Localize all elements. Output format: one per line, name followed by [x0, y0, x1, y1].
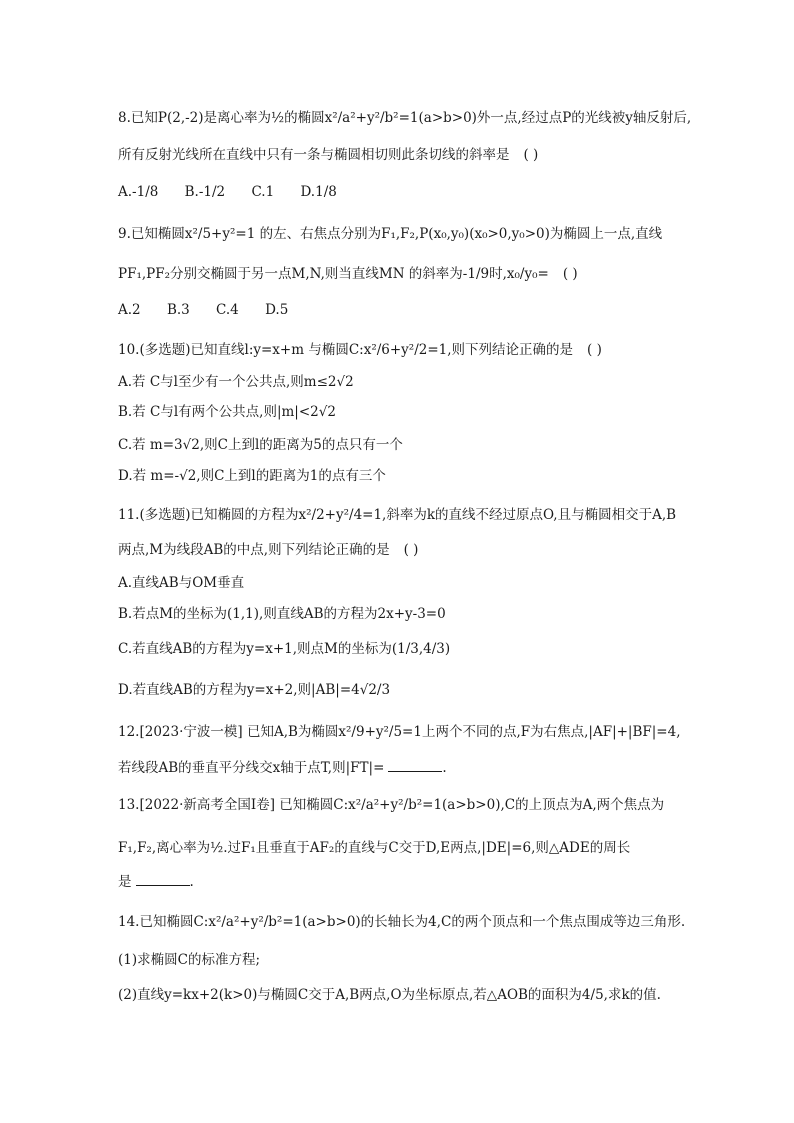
q10-option-d: D.若 m=-√2,则C上到l的距离为1的点有三个: [118, 468, 386, 484]
q13-line-3: 是 .: [118, 874, 194, 890]
q9-line-2: [118, 264, 718, 284]
q9-choice-c: C.4: [216, 302, 239, 318]
q10-option-c: C.若 m=3√2,则C上到l的距离为5的点只有一个: [118, 437, 403, 453]
q13-line-3-text: 是: [118, 874, 132, 890]
q9-line-1: 9.已知椭圆x²/5+y²=1 的左、右焦点分别为F₁,F₂,P(x₀,y₀)(x₀>0,y₀>0)为椭圆上一点,直线: [118, 226, 663, 242]
q13-answer-blank: [136, 873, 190, 886]
q14-part-1: (1)求椭圆C的标准方程;: [118, 952, 261, 968]
q8-answer-bracket: ( ): [523, 147, 539, 163]
q11-line-2: [118, 540, 718, 560]
q12-line-1: 12.[2023·宁波一模] 已知A,B为椭圆x²/9+y²/5=1上两个不同的点,F为右焦点,|AF|+|BF|=4,: [118, 724, 681, 740]
q11-option-d: D.若直线AB的方程为y=x+2,则|AB|=4√2/3: [118, 682, 391, 698]
q9-choice-b: B.3: [166, 302, 190, 318]
q11-line-1: 11.(多选题)已知椭圆的方程为x²/2+y²/4=1,斜率为k的直线不经过原点O,且与椭圆相交于A,B: [118, 507, 677, 523]
q11-option-c: C.若直线AB的方程为y=x+1,则点M的坐标为(1/3,4/3): [118, 641, 451, 657]
q8-line-2: [118, 145, 718, 165]
q14-line-1: 14.已知椭圆C:x²/a²+y²/b²=1(a>b>0)的长轴长为4,C的两个顶点和一个焦点围成等边三角形.: [118, 914, 686, 930]
q9-choice-d: D.5: [265, 302, 289, 318]
q8-choice-d: D.1/8: [300, 184, 337, 200]
q8-line-1: 8.已知P(2,-2)是离心率为½的椭圆x²/a²+y²/b²=1(a>b>0)外一点,经过点P的光线被y轴反射后,: [118, 110, 692, 126]
q9-answer-bracket: ( ): [562, 266, 578, 282]
q12-line-2: 若线段AB的垂直平分线交x轴于点T,则|FT|= .: [118, 760, 447, 776]
q8-choice-c: C.1: [251, 184, 275, 200]
q10-line-1-text: 10.(多选题)已知直线l:y=x+m 与椭圆C:x²/6+y²/2=1,则下列结论正确的是: [118, 342, 574, 358]
q8-choice-a: A.-1/8: [118, 184, 159, 200]
q9-line-2-text: PF₁,PF₂分别交椭圆于另一点M,N,则当直线MN 的斜率为-1/9时,x₀/y₀=: [118, 266, 549, 282]
q8-line-2-text: 所有反射光线所在直线中只有一条与椭圆相切则此条切线的斜率是: [118, 147, 510, 163]
q11-answer-bracket: ( ): [403, 542, 419, 558]
q9-choice-a: A.2: [118, 302, 141, 318]
q8-choices: [118, 182, 718, 202]
q11-option-a: A.直线AB与OM垂直: [118, 575, 245, 591]
q10-line-1: [118, 340, 718, 360]
q14-part-2: (2)直线y=kx+2(k>0)与椭圆C交于A,B两点,O为坐标原点,若△AOB的面积为4/5,求k的值.: [118, 987, 661, 1003]
q9-choices: [118, 300, 718, 320]
q8-choice-b: B.-1/2: [184, 184, 226, 200]
q10-option-b: B.若 C与l有两个公共点,则|m|<2√2: [118, 404, 336, 420]
q13-line-2: F₁,F₂,离心率为½.过F₁且垂直于AF₂的直线与C交于D,E两点,|DE|=6,则△ADE的周长: [118, 840, 631, 856]
q12-answer-blank: [388, 759, 442, 772]
q13-line-1: 13.[2022·新高考全国I卷] 已知椭圆C:x²/a²+y²/b²=1(a>b>0),C的上顶点为A,两个焦点为: [118, 797, 665, 813]
q10-option-a: A.若 C与l至少有一个公共点,则m≤2√2: [118, 374, 354, 390]
q12-line-2-text: 若线段AB的垂直平分线交x轴于点T,则|FT|=: [118, 760, 385, 776]
q11-option-b: B.若点M的坐标为(1,1),则直线AB的方程为2x+y-3=0: [118, 606, 446, 622]
q11-line-2-text: 两点,M为线段AB的中点,则下列结论正确的是: [118, 542, 390, 558]
q10-answer-bracket: ( ): [587, 342, 602, 358]
